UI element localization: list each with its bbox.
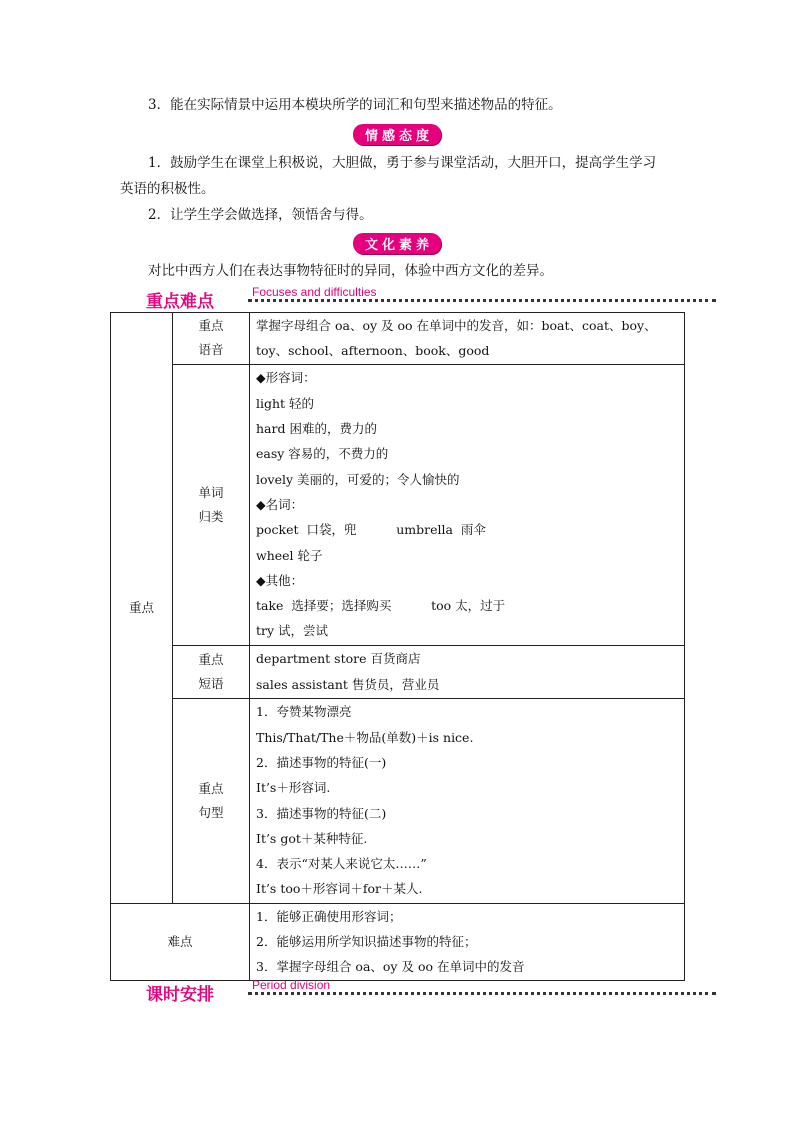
sentences-label-1: 重点 [198,780,224,796]
emotion-item-1-cont: 英语的积极性。 [120,181,215,197]
dotted-rule [248,299,716,302]
list-item: 2．描述事物的特征(一) [256,755,387,770]
words-label [173,364,250,645]
list-item: It’s too＋形容词＋for＋某人. [256,881,423,897]
table-row-pronunciation [111,313,685,365]
sentences-label-2: 句型 [198,804,224,820]
list-item: 3．描述事物的特征(二) [256,805,387,821]
pron-line-2: toy、school、afternoon、book、good [256,343,490,359]
list-item: take 选择要；选择购买 too 太，过于 [256,598,506,614]
list-item: This/That/The＋物品(单数)＋is nice. [256,729,474,745]
list-item: 4．表示“对某人来说它太……” [256,856,427,872]
list-item: 1．夸赞某物漂亮 [256,704,352,720]
culture-banner-label: 文化素养 [353,233,441,254]
phrases-label-1: 重点 [198,651,224,667]
emotion-banner-label: 情感态度 [353,124,441,145]
table-row-sentences [111,698,685,903]
list-item: 1．能够正确使用形容词； [256,908,402,924]
list-item: ◆其他： [256,572,304,588]
words-label-2: 归类 [198,508,224,524]
list-item: ◆形容词： [256,370,316,386]
sentences-label [173,698,250,903]
list-item: hard 困难的，费力的 [256,421,377,437]
words-content [250,364,685,645]
list-item: easy 容易的，不费力的 [256,446,389,462]
emotion-item-1 [120,150,680,176]
period-header [146,978,716,1005]
pron-label [173,313,250,365]
list-item: ◆名词： [256,496,304,512]
period-header-zh: 课时安排 [146,985,214,1005]
list-item: wheel 轮子 [256,547,323,563]
culture-banner [0,233,794,254]
focus-table [110,312,685,981]
focuses-header-en: Focuses and difficulties [252,285,377,299]
sentences-content [250,698,685,903]
phrases-content [250,645,685,698]
diff-content [250,903,685,980]
list-item: 3．掌握字母组合 oa、oy 及 oo 在单词中的发音 [256,959,525,975]
table-row-difficulties [111,903,685,980]
dotted-rule [248,992,716,995]
list-item: light 轻的 [256,395,315,411]
focuses-header-zh: 重点难点 [146,292,214,312]
list-item: try 试，尝试 [256,623,329,639]
pron-label-2: 语音 [198,342,224,358]
list-item: lovely 美丽的，可爱的；令人愉快的 [256,471,460,487]
list-item: 2．能够运用所学知识描述事物的特征； [256,933,477,949]
pron-line-1: 掌握字母组合 oa、oy 及 oo 在单词中的发音，如：boat、coat、boy、 [256,318,657,333]
key-label: 重点 [111,313,173,904]
focuses-header [146,285,716,312]
list-item: It’s got＋某种特征. [256,830,368,846]
table-row-words [111,364,685,645]
phrases-label-2: 短语 [198,675,224,691]
period-header-en: Period division [252,978,331,992]
list-item: department store 百货商店 [256,651,421,667]
table-row-phrases [111,645,685,698]
phrases-label [173,645,250,698]
pron-content [250,313,685,365]
words-label-1: 单词 [198,484,224,500]
list-item: pocket 口袋，兜 umbrella 雨伞 [256,522,486,538]
emotion-item-1-line1: 1．鼓励学生在课堂上积极说，大胆做，勇于参与课堂活动，大胆开口，提高学生学习 [148,155,657,171]
pron-label-1: 重点 [198,318,224,334]
culture-text: 对比中西方人们在表达事物特征时的异同，体验中西方文化的差异。 [148,263,553,279]
list-item: sales assistant 售货员，营业员 [256,676,440,692]
diff-label: 难点 [111,903,250,980]
emotion-banner [0,124,794,145]
objective-item-3: 3．能在实际情景中运用本模块所学的词汇和句型来描述物品的特征。 [148,97,562,113]
list-item: It’s＋形容词. [256,780,331,796]
emotion-item-2: 2．让学生学会做选择，领悟舍与得。 [148,207,373,223]
